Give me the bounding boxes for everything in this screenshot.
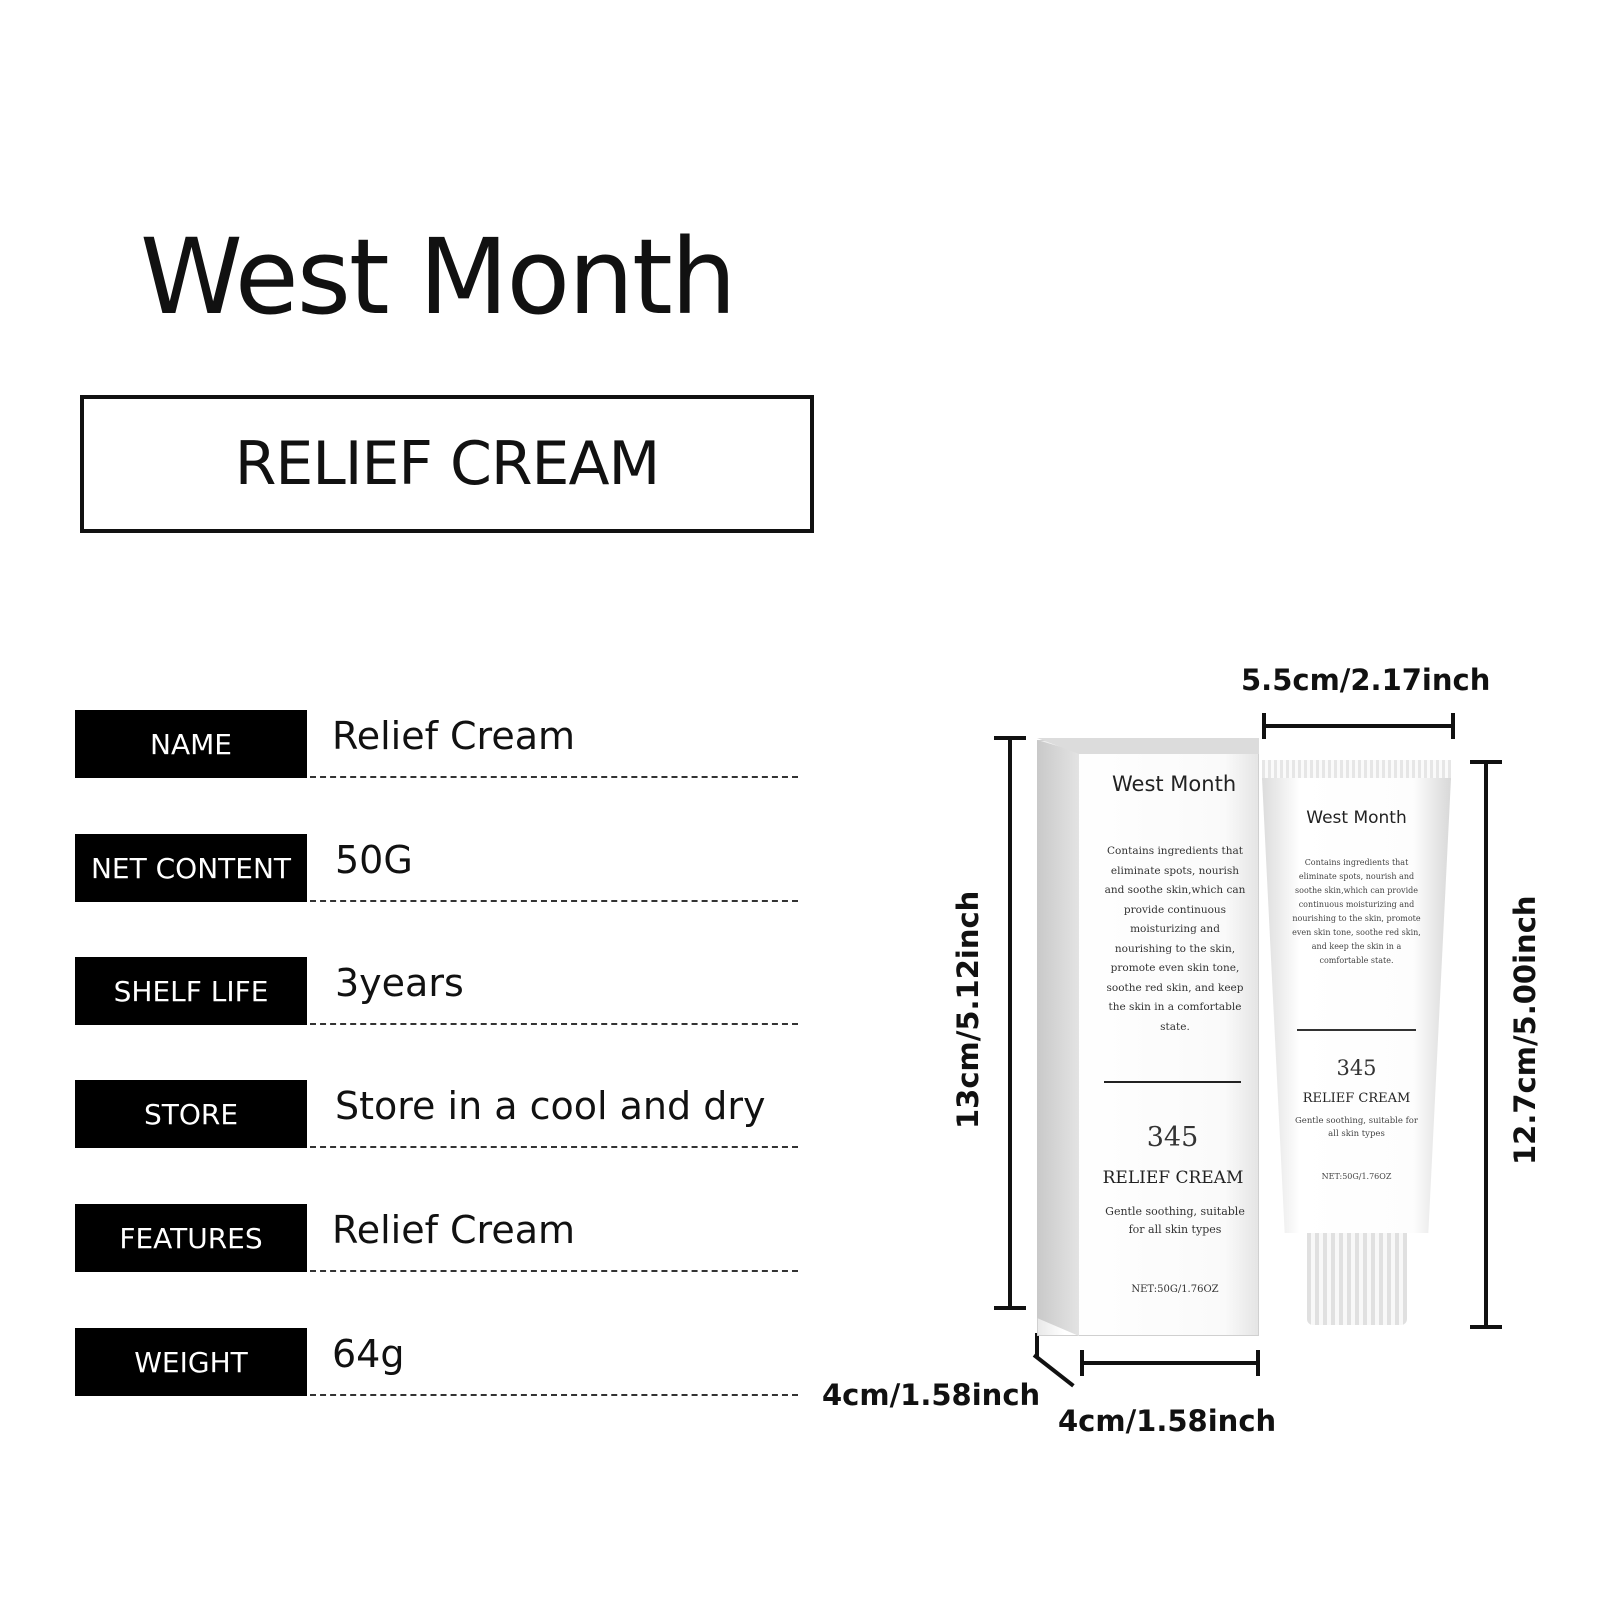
tube-description: Contains ingredients that eliminate spots, nourish and soothe skin,which can provide continuous moisturizing and nourishing to the skin, promote even skin tone, soothe red skin, and keep the skin in a comfortable state. <box>1292 858 1421 965</box>
spec-value: Relief Cream <box>332 1208 576 1252</box>
box-description: Contains ingredients that eliminate spots, nourish and soothe skin,which can provide continuous moisturizing and nourishing to the skin, promote even skin tone, soothe red skin, and keep the skin in a comfortable state. <box>1104 845 1246 1033</box>
box-divider <box>1104 1081 1241 1083</box>
box-width-rule <box>1082 1361 1258 1365</box>
tube-cap <box>1307 1233 1407 1325</box>
tube-crimp <box>1262 760 1451 780</box>
tube-divider <box>1297 1029 1416 1031</box>
spec-row-features <box>75 1204 795 1274</box>
box-height-label: 13cm/5.12inch <box>951 890 985 1129</box>
dashed-divider <box>310 1270 798 1272</box>
box-height-tick <box>994 1306 1026 1310</box>
spec-value: 64g <box>332 1332 405 1376</box>
spec-value: Store in a cool and dry <box>335 1084 766 1128</box>
box-number: 345 <box>1146 1122 1199 1153</box>
box-height-rule <box>1008 738 1012 1308</box>
product-title: RELIEF CREAM <box>234 429 660 499</box>
dashed-divider <box>310 1023 798 1025</box>
box-width-tick <box>1256 1350 1260 1376</box>
spec-label: NET CONTENT <box>75 834 307 902</box>
box-depth-label: 4cm/1.58inch <box>822 1378 1041 1412</box>
spec-row-net-content <box>75 834 795 904</box>
product-tube <box>1262 778 1451 1233</box>
tube-number: 345 <box>1336 1056 1377 1080</box>
box-depth-tick <box>1035 1333 1039 1357</box>
spec-value: Relief Cream <box>332 714 576 758</box>
tube-width-tick <box>1451 713 1455 739</box>
product-title-box <box>80 395 814 533</box>
box-width-label: 4cm/1.58inch <box>1058 1404 1277 1438</box>
spec-label: WEIGHT <box>75 1328 307 1396</box>
spec-value: 50G <box>335 838 413 882</box>
tube-width-label: 5.5cm/2.17inch <box>1241 663 1491 697</box>
tube-height-label: 12.7cm/5.00inch <box>1508 895 1542 1165</box>
tube-width-rule <box>1264 724 1454 728</box>
tube-height-tick <box>1470 1325 1502 1329</box>
product-box-side <box>1037 740 1079 1336</box>
spec-label: NAME <box>75 710 307 778</box>
tube-brand: West Month <box>1306 808 1407 828</box>
box-net-weight: NET:50G/1.76OZ <box>1131 1284 1219 1295</box>
brand-logo: West Month <box>140 216 735 338</box>
box-product-name: RELIEF CREAM <box>1102 1168 1244 1188</box>
spec-label: STORE <box>75 1080 307 1148</box>
box-height-tick <box>994 736 1026 740</box>
spec-row-store <box>75 1080 795 1150</box>
box-tagline: Gentle soothing, suitable for all skin types <box>1105 1205 1245 1236</box>
box-brand: West Month <box>1112 772 1237 796</box>
spec-row-name <box>75 710 795 780</box>
dashed-divider <box>310 900 798 902</box>
spec-row-weight <box>75 1328 795 1398</box>
tube-height-rule <box>1484 762 1488 1328</box>
box-width-tick <box>1080 1350 1084 1376</box>
tube-height-tick <box>1470 760 1502 764</box>
spec-row-shelf-life <box>75 957 795 1027</box>
spec-value: 3years <box>335 961 464 1005</box>
tube-tagline: Gentle soothing, suitable for all skin types <box>1295 1116 1418 1139</box>
dashed-divider <box>310 1394 798 1396</box>
dashed-divider <box>310 1146 798 1148</box>
tube-net-weight: NET:50G/1.76OZ <box>1321 1172 1392 1181</box>
spec-label: FEATURES <box>75 1204 307 1272</box>
tube-product-name: RELIEF CREAM <box>1302 1091 1411 1106</box>
tube-width-tick <box>1262 713 1266 739</box>
dashed-divider <box>310 776 798 778</box>
spec-label: SHELF LIFE <box>75 957 307 1025</box>
